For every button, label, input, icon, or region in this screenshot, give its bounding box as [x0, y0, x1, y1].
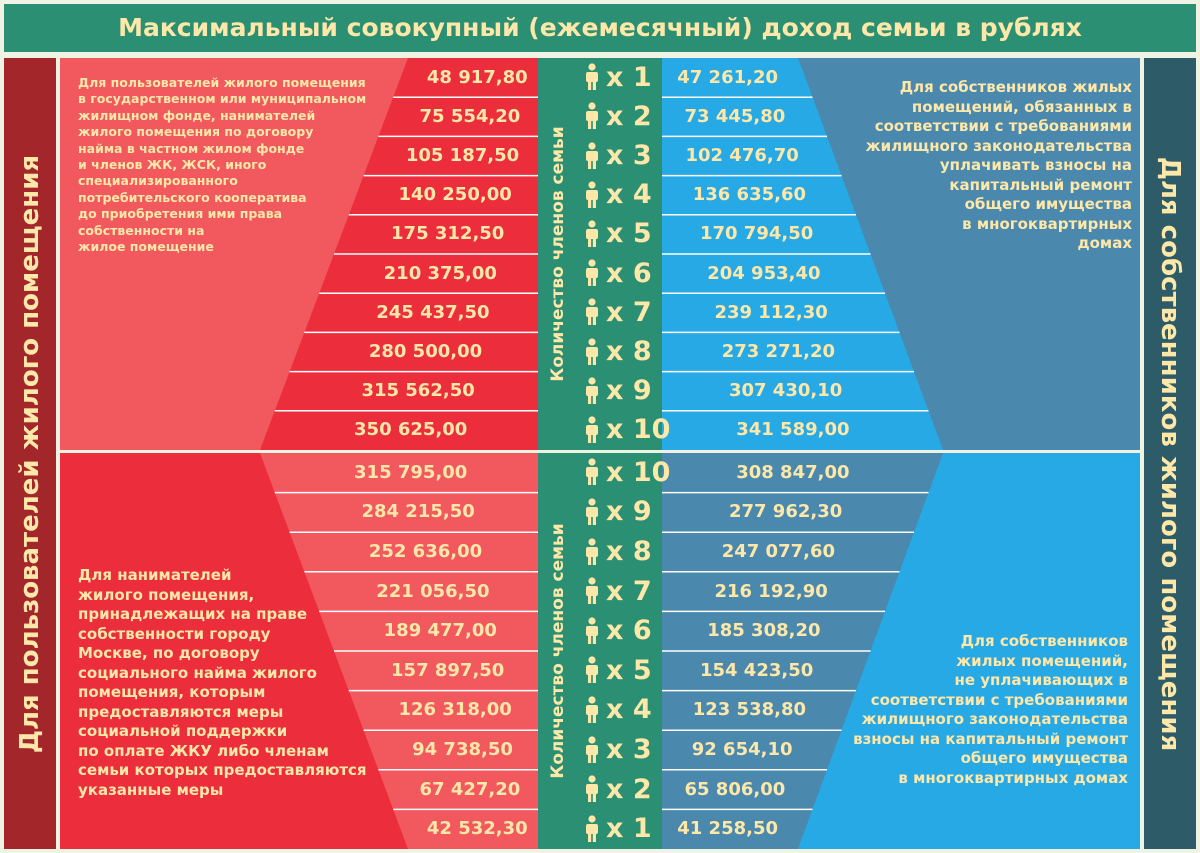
member-count-label-bottom: Количество членов семьи — [548, 523, 568, 779]
bottom-member-count — [584, 457, 670, 488]
top-member-count — [584, 140, 652, 171]
person-icon — [584, 298, 600, 326]
top-right-value: 341 589,00 — [736, 419, 850, 441]
bottom-member-count — [584, 655, 652, 686]
bottom-left-description — [78, 566, 367, 800]
description-line: и членов ЖК, ЖСК, иного — [78, 157, 267, 173]
top-right-value: 73 445,80 — [684, 105, 786, 127]
description-line: общего имущества — [964, 195, 1132, 213]
top-member-count — [584, 179, 652, 210]
description-line: помещения, которым — [78, 683, 266, 701]
bottom-member-count — [584, 694, 652, 725]
person-icon — [584, 377, 600, 405]
left-vertical-banner — [4, 58, 56, 849]
bottom-left-value: 315 795,00 — [354, 461, 468, 483]
description-line: указанные меры — [78, 780, 224, 799]
person-icon — [584, 102, 600, 130]
person-icon — [584, 220, 600, 248]
top-left-value: 75 554,20 — [419, 105, 521, 127]
description-line: жилых помещений, — [956, 651, 1128, 670]
description-line: уплачивать взносы на — [939, 156, 1132, 174]
bottom-right-value: 123 538,80 — [692, 699, 807, 721]
description-line: жилищном фонде, нанимателей — [78, 107, 316, 123]
description-line: жилищного законодательства — [861, 710, 1128, 728]
description-line: предоставляются меры — [78, 702, 284, 721]
top-member-count — [584, 62, 652, 93]
bottom-left-value: 252 636,00 — [368, 541, 483, 562]
description-line: Для собственников жилых — [899, 78, 1132, 96]
top-left-value: 48 917,80 — [426, 66, 528, 88]
person-icon — [584, 617, 600, 645]
description-line: жилое помещение — [78, 239, 214, 255]
top-left-value: 350 625,00 — [354, 419, 468, 441]
description-line: социального найма жилого — [78, 663, 317, 682]
member-count-label-top: Количество членов семьи — [548, 126, 568, 382]
top-right-value: 136 635,60 — [692, 184, 807, 206]
bottom-left-value: 189 477,00 — [383, 620, 497, 642]
bottom-right-description — [826, 632, 1128, 788]
bottom-right-value: 65 806,00 — [684, 778, 786, 800]
top-right-value: 102 476,70 — [685, 145, 799, 166]
top-member-count — [584, 218, 652, 249]
description-line: взносы на капитальный ремонт — [853, 729, 1128, 748]
member-count-value: х 7 — [606, 575, 652, 607]
description-line: собственности на — [78, 222, 205, 238]
bottom-left-value: 94 738,50 — [412, 739, 513, 760]
description-line: принадлежащих на праве — [78, 605, 308, 623]
description-line: общего имущества — [960, 749, 1128, 767]
description-line: в многоквартирных домах — [898, 768, 1128, 787]
bottom-right-value: 308 847,00 — [736, 461, 850, 483]
member-count-value: х 2 — [606, 773, 652, 805]
description-line: найма в частном жилом фонде — [78, 140, 305, 156]
member-count-value: х 1 — [606, 61, 652, 93]
top-left-value: 175 312,50 — [391, 223, 505, 245]
bottom-left-value: 126 318,00 — [398, 699, 512, 721]
middle-divider — [60, 450, 1140, 453]
bottom-member-count — [584, 615, 652, 646]
person-icon — [584, 736, 600, 764]
member-count-value: х 8 — [606, 536, 652, 567]
bottom-left-value: 42 532,30 — [426, 818, 528, 840]
top-right-value: 239 112,30 — [714, 301, 828, 323]
bottom-right-value: 41 258,50 — [677, 818, 779, 840]
top-left-value: 280 500,00 — [368, 341, 483, 362]
person-icon — [584, 416, 600, 444]
person-icon — [584, 181, 600, 209]
person-icon — [584, 815, 600, 843]
person-icon — [584, 63, 600, 91]
member-count-value: х 1 — [606, 813, 652, 845]
member-count-value: х 3 — [606, 140, 652, 171]
person-icon — [584, 577, 600, 605]
member-count-value: х 10 — [606, 414, 671, 446]
person-icon — [584, 498, 600, 526]
description-line: в многоквартирных — [962, 214, 1132, 233]
member-count-value: х 2 — [606, 100, 652, 132]
bottom-member-count — [584, 496, 652, 527]
description-line: домах — [1077, 234, 1132, 252]
member-count-value: х 7 — [606, 296, 652, 328]
description-line: до приобретения ими права — [78, 206, 283, 222]
person-icon — [584, 338, 600, 366]
bottom-right-value: 216 192,90 — [714, 580, 828, 602]
person-icon — [584, 259, 600, 287]
bottom-left-value: 67 427,20 — [419, 778, 521, 800]
description-line: в государственном или муниципальном — [78, 91, 367, 107]
top-right-value: 170 794,50 — [699, 223, 814, 245]
bottom-member-count — [584, 813, 652, 844]
person-icon — [584, 538, 600, 566]
top-left-value: 210 375,00 — [383, 262, 497, 284]
top-member-count — [584, 414, 670, 445]
bottom-right-value: 154 423,50 — [699, 659, 814, 681]
bottom-member-count — [584, 536, 652, 567]
bottom-member-count — [584, 576, 652, 607]
member-count-value: х 8 — [606, 336, 652, 367]
description-line: социальной поддержки — [78, 722, 288, 740]
bottom-right-value: 185 308,20 — [707, 620, 821, 642]
member-count-value: х 5 — [606, 654, 652, 686]
bottom-right-value: 92 654,10 — [691, 739, 793, 760]
description-line: специализированного — [78, 173, 238, 189]
top-left-value: 140 250,00 — [398, 184, 512, 206]
description-line: по оплате ЖКУ либо членам — [78, 741, 329, 760]
top-left-value: 315 562,50 — [361, 380, 475, 402]
description-line: жилого помещения, — [78, 585, 255, 604]
member-count-value: х 9 — [606, 375, 652, 407]
top-left-value: 245 437,50 — [376, 301, 490, 323]
bottom-right-value: 247 077,60 — [721, 541, 836, 562]
bottom-left-value: 221 056,50 — [376, 580, 490, 602]
description-line: потребительского кооператива — [78, 189, 307, 205]
description-line: капитальный ремонт — [949, 175, 1132, 194]
description-line: жилого помещения по договору — [78, 124, 314, 140]
bottom-right-value: 277 962,30 — [728, 501, 843, 523]
top-right-value: 204 953,40 — [707, 262, 821, 284]
member-count-value: х 6 — [606, 257, 652, 289]
member-count-value: х 6 — [606, 615, 652, 647]
member-count-value: х 3 — [606, 734, 652, 765]
bottom-member-count — [584, 774, 652, 805]
top-right-value: 47 261,20 — [677, 66, 779, 88]
top-right-value: 273 271,20 — [721, 341, 836, 362]
top-member-count — [584, 258, 652, 289]
person-icon — [584, 696, 600, 724]
top-right-value: 307 430,10 — [728, 380, 843, 402]
top-member-count — [584, 375, 652, 406]
person-icon — [584, 458, 600, 486]
top-left-description — [78, 75, 366, 255]
top-member-count — [584, 101, 652, 132]
top-member-count — [584, 297, 652, 328]
right-vertical-label: Для собственников жилого помещения — [1155, 156, 1185, 751]
top-left-value: 105 187,50 — [405, 145, 520, 166]
top-right-description — [832, 78, 1132, 254]
description-line: помещений, обязанных в — [911, 97, 1132, 116]
description-line: жилищного законодательства — [865, 136, 1132, 155]
member-count-value: х 4 — [606, 694, 652, 726]
description-line: Для пользователей жилого помещения — [78, 75, 366, 90]
description-line: не уплачивающих в — [954, 671, 1128, 689]
member-count-value: х 10 — [606, 456, 671, 488]
person-icon — [584, 656, 600, 684]
page-title: Максимальный совокупный (ежемесячный) доход семьи в рублях — [4, 4, 1196, 52]
member-count-value: х 5 — [606, 218, 652, 250]
bottom-left-value: 284 215,50 — [361, 501, 475, 523]
description-line: Для нанимателей — [78, 566, 232, 584]
person-icon — [584, 775, 600, 803]
description-line: Для собственников — [960, 632, 1128, 650]
bottom-left-value: 157 897,50 — [391, 659, 505, 681]
description-line: семьи которых предоставляются — [78, 761, 367, 779]
description-line: Москве, по договору — [78, 644, 260, 662]
description-line: соответствии с требованиями — [870, 690, 1128, 709]
right-vertical-banner — [1144, 58, 1196, 849]
left-vertical-label: Для пользователей жилого помещения — [15, 154, 45, 753]
top-member-count — [584, 336, 652, 367]
person-icon — [584, 142, 600, 170]
description-line: собственности городу — [78, 624, 271, 643]
member-count-value: х 9 — [606, 496, 652, 528]
bottom-member-count — [584, 734, 652, 765]
member-count-value: х 4 — [606, 179, 652, 211]
description-line: соответствии с требованиями — [874, 117, 1132, 135]
